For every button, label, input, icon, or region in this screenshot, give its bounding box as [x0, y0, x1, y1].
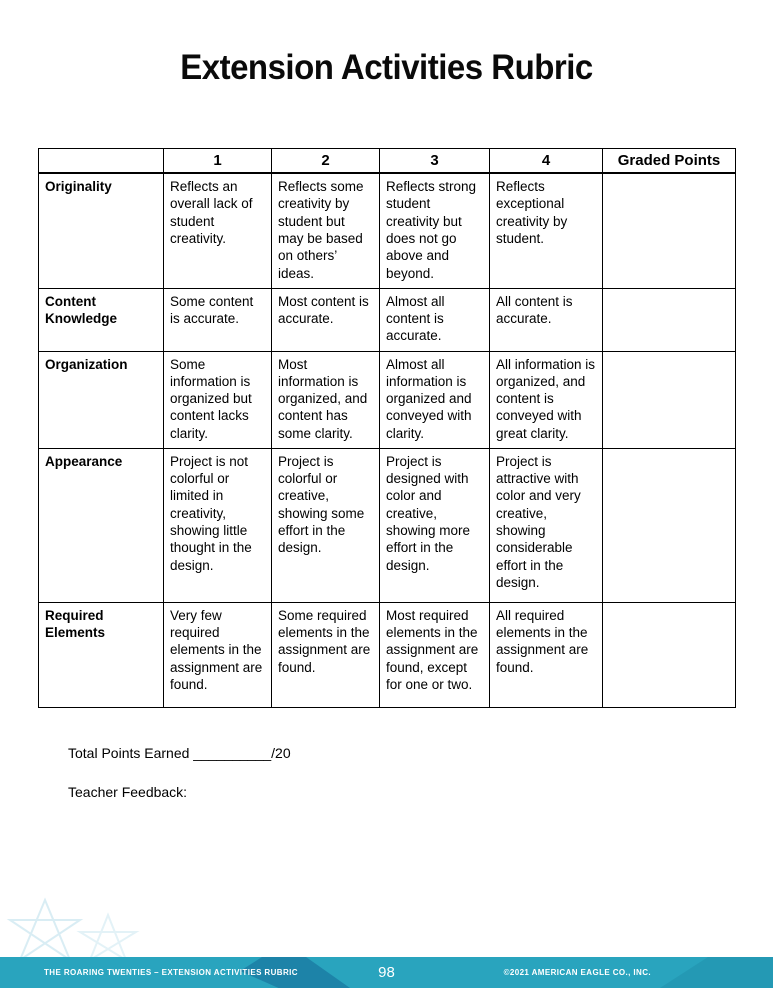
total-points-line: Total Points Earned __________/20 [68, 744, 291, 761]
star-decoration [0, 840, 170, 960]
level-cell: Project is designed with color and creative, showing more effort in the design. [380, 448, 490, 602]
level-cell: All information is organized, and content is conveyed with great clarity. [490, 351, 603, 448]
criterion-cell: Appearance [39, 448, 164, 602]
level-cell: Project is not colorful or limited in creativity, showing little thought in the design. [164, 448, 272, 602]
table-row [39, 448, 736, 602]
graded-points-cell [603, 173, 736, 288]
footer-left-text: THE ROARING TWENTIES – EXTENSION ACTIVITIES RUBRIC [44, 968, 298, 977]
level-cell: Reflects strong student creativity but does not go above and beyond. [380, 173, 490, 288]
level-cell: Most content is accurate. [272, 288, 380, 351]
footer-right-text: ©2021 AMERICAN EAGLE CO., INC. [503, 968, 651, 977]
teacher-feedback-label: Teacher Feedback: [68, 783, 188, 800]
graded-points-cell [603, 602, 736, 707]
header-cell-4: 4 [490, 149, 603, 174]
criterion-cell: Organization [39, 351, 164, 448]
table-row [39, 351, 736, 448]
level-cell: Reflects some creativity by student but may be based on others’ ideas. [272, 173, 380, 288]
level-cell: Almost all information is organized and conveyed with clarity. [380, 351, 490, 448]
footer-bar [0, 957, 773, 988]
page-title: Extension Activities Rubric [180, 46, 593, 87]
criterion-cell: Content Knowledge [39, 288, 164, 351]
table-row [39, 288, 736, 351]
footer-page-number: 98 [378, 964, 395, 981]
header-cell-blank [39, 149, 164, 174]
graded-points-cell [603, 288, 736, 351]
criterion-cell: Originality [39, 173, 164, 288]
level-cell: All required elements in the assignment are found. [490, 602, 603, 707]
table-row [39, 173, 736, 288]
graded-points-cell [603, 448, 736, 602]
graded-points-cell [603, 351, 736, 448]
level-cell: Some required elements in the assignment are found. [272, 602, 380, 707]
level-cell: Some content is accurate. [164, 288, 272, 351]
level-cell: Project is colorful or creative, showing some effort in the design. [272, 448, 380, 602]
level-cell: Project is attractive with color and very creative, showing considerable effort in the design. [490, 448, 603, 602]
rubric-table [38, 148, 736, 708]
level-cell: Very few required elements in the assignment are found. [164, 602, 272, 707]
level-cell: All content is accurate. [490, 288, 603, 351]
table-row [39, 602, 736, 707]
level-cell: Reflects an overall lack of student creativity. [164, 173, 272, 288]
header-cell-graded-points: Graded Points [603, 149, 736, 174]
level-cell: Almost all content is accurate. [380, 288, 490, 351]
table-header-row [39, 149, 736, 174]
header-cell-2: 2 [272, 149, 380, 174]
level-cell: Most required elements in the assignment are found, except for one or two. [380, 602, 490, 707]
level-cell: Reflects exceptional creativity by student. [490, 173, 603, 288]
header-cell-1: 1 [164, 149, 272, 174]
level-cell: Most information is organized, and content has some clarity. [272, 351, 380, 448]
header-cell-3: 3 [380, 149, 490, 174]
criterion-cell: Required Elements [39, 602, 164, 707]
level-cell: Some information is organized but content lacks clarity. [164, 351, 272, 448]
